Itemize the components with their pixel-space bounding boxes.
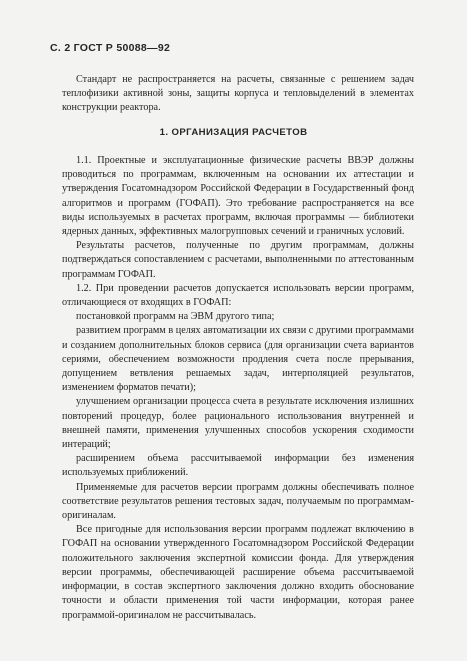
paragraph-1-2: 1.2. При проведении расчетов допускается использовать версии программ, отличающиеся от входящих в ГОФАП: — [62, 282, 414, 309]
list-item-porting: постановкой программ на ЭВМ другого типа; — [76, 311, 275, 323]
list-item-development: развитием программ в целях автоматизации их связи с другими программами и созданием дополнительных блоков сервиса (для организации счета вариантов сериями, обеспечением возможности продления счета после прерывания, допущением ветвления решаемых задач, интерполяцией результатов, изменением форматов печати); — [62, 325, 414, 394]
paragraph-inclusion: Все пригодные для использования версии программ подлежат включению в ГОФАП на основании утвержденного Госатомнадзором Российской Федерации положительного заключения экспертной комиссии фонда. Для утверждения версии программы, обеспечивающей расширение объема рассчитываемой информации, в состав экспертного заключения должно входить обоснование точности и области применения той части информации, которая ранее программой-оригиналом не рассчитывалась. — [62, 524, 414, 621]
section-body — [62, 154, 414, 623]
paragraph-1-1: 1.1. Проектные и эксплуатационные физические расчеты ВВЭР должны проводиться по программам, включенным на основании их аттестации и утверждения Госатомнадзором Российской Федерации в Государственный фонд алгоритмов и программ (ГОФАП). Это требование распространяется на все виды используемых в расчетах программ, включая программы — библиотеки ядерных данных, эффективных малогрупповых сечений и граничных условий. — [62, 155, 414, 238]
section-title: 1. ОРГАНИЗАЦИЯ РАСЧЕТОВ — [159, 127, 308, 138]
list-item-extension: расширением объема рассчитываемой информации без изменения используемых приближений. — [62, 453, 414, 479]
paragraph-results: Результаты расчетов, полученные по другим программам, должны подтверждаться сопоставлением с расчетами, выполненными по аттестованным программам ГОФАП. — [62, 240, 414, 280]
paragraph-versions: Применяемые для расчетов версии программ должны обеспечивать полное соответствие результатов решения тестовых задач, получаемым по программам-оригиналам. — [62, 481, 414, 522]
intro-text: Стандарт не распространяется на расчеты, связанные с решением задач теплофизики активной зоны, защиты корпуса и тепловыделений в элементах конструкции реактора. — [62, 74, 414, 114]
list-item-organization: улучшением организации процесса счета в результате исключения излишних повторений процедур, более рационального использования внутренней и внешней памяти, применения улучшенных способов ускорения сходимости интераций; — [62, 396, 414, 451]
page-header: С. 2 ГОСТ Р 50088—92 — [50, 42, 171, 54]
intro-paragraph — [62, 73, 414, 116]
